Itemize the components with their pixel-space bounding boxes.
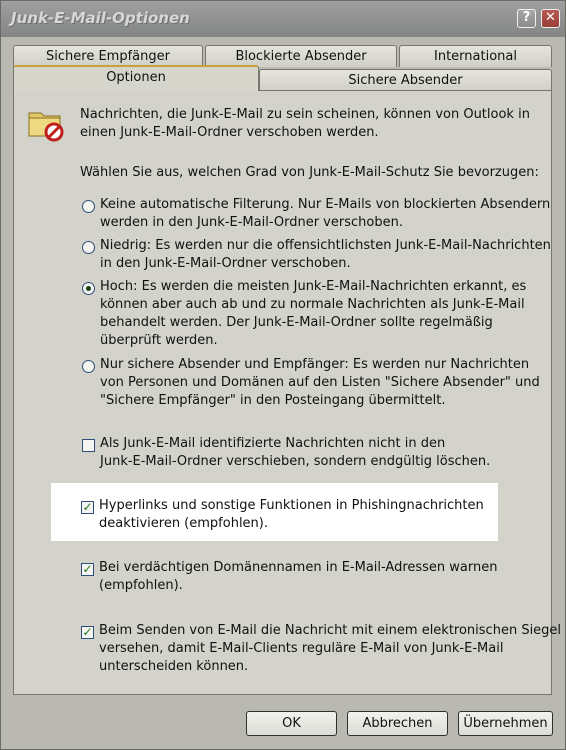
radio-low-label-2: in den Junk-E-Mail-Ordner verschoben. — [100, 256, 351, 271]
radio-safe-lists-label-2: von Personen und Domänen auf den Listen "Sichere Absender" und — [100, 375, 540, 390]
checkbox-disable-phishing-links-label-2: deaktivieren (empfohlen). — [99, 516, 268, 531]
radio-safe-lists-label-1: Nur sichere Absender und Empfänger: Es werden nur Nachrichten — [100, 357, 530, 372]
checkbox-electronic-postmark-label-3: unterscheiden können. — [99, 659, 249, 674]
checkbox-electronic-postmark-label-1: Beim Senden von E-Mail die Nachricht mit einem elektronischen Siegel — [99, 623, 562, 638]
junk-folder-blocked-icon — [26, 103, 66, 143]
radio-no-filtering[interactable] — [82, 200, 95, 213]
window-title: Junk-E-Mail-Optionen — [11, 9, 190, 27]
radio-no-filtering-label-1: Keine automatische Filterung. Nur E-Mails von blockierten Absendern — [100, 197, 551, 212]
options-panel — [13, 90, 552, 695]
radio-safe-lists-label-3: "Sichere Empfänger" in den Posteingang übermittelt. — [100, 393, 446, 408]
checkbox-delete-junk-label-2: Junk-E-Mail-Ordner verschieben, sondern endgültig löschen. — [100, 454, 491, 469]
title-bar[interactable] — [1, 1, 565, 37]
radio-low-label-1: Niedrig: Es werden nur die offensichtlichsten Junk-E-Mail-Nachrichten — [100, 238, 551, 253]
apply-button[interactable]: Übernehmen — [458, 711, 553, 736]
checkbox-electronic-postmark-label-2: versehen, damit E-Mail-Clients reguläre E-Mail von Junk-E-Mail — [99, 641, 504, 656]
radio-low[interactable] — [82, 241, 95, 254]
radio-high-label-2: können aber auch ab und zu normale Nachrichten als Junk-E-Mail — [100, 297, 525, 312]
intro-line-2: einen Junk-E-Mail-Ordner verschoben werden. — [80, 125, 379, 140]
cancel-button[interactable]: Abbrechen — [347, 711, 448, 736]
tab-sichere-absender[interactable]: Sichere Absender — [259, 69, 552, 91]
radio-high-label-3: behandelt werden. Der Junk-E-Mail-Ordner sollte regelmäßig — [100, 315, 493, 330]
checkbox-warn-suspicious-domains-label-2: (empfohlen). — [99, 578, 183, 593]
help-button[interactable]: ? — [517, 9, 536, 28]
tab-optionen[interactable]: Optionen — [13, 65, 259, 91]
checkbox-warn-suspicious-domains[interactable]: ✓ — [82, 562, 93, 576]
ok-button[interactable]: OK — [246, 711, 337, 736]
close-button[interactable]: ✕ — [541, 9, 560, 28]
checkbox-disable-phishing-links[interactable]: ✓ — [82, 500, 93, 514]
radio-high-label-4: überprüft werden. — [100, 333, 218, 348]
radio-no-filtering-label-2: werden in den Junk-E-Mail-Ordner verschoben. — [100, 215, 403, 230]
tab-blockierte-absender[interactable]: Blockierte Absender — [205, 45, 397, 67]
radio-safe-lists-only[interactable] — [82, 360, 95, 373]
intro-line-1: Nachrichten, die Junk-E-Mail zu sein scheinen, können von Outlook in — [80, 107, 530, 122]
checkbox-disable-phishing-links-label-1: Hyperlinks und sonstige Funktionen in Phishingnachrichten — [99, 498, 484, 513]
radio-high-label-1: Hoch: Es werden die meisten Junk-E-Mail-Nachrichten erkannt, es — [100, 279, 527, 294]
radio-high[interactable] — [82, 282, 95, 295]
checkbox-warn-suspicious-domains-label-1: Bei verdächtigen Domänennamen in E-Mail-Adressen warnen — [99, 560, 498, 575]
tab-international[interactable]: International — [399, 45, 552, 67]
checkbox-electronic-postmark[interactable]: ✓ — [82, 625, 93, 639]
tab-sichere-empfaenger[interactable]: Sichere Empfänger — [13, 45, 203, 67]
checkbox-delete-junk[interactable] — [82, 439, 95, 452]
protection-level-prompt: Wählen Sie aus, welchen Grad von Junk-E-Mail-Schutz Sie bevorzugen: — [80, 165, 539, 180]
checkbox-delete-junk-label-1: Als Junk-E-Mail identifizierte Nachrichten nicht in den — [100, 436, 446, 451]
